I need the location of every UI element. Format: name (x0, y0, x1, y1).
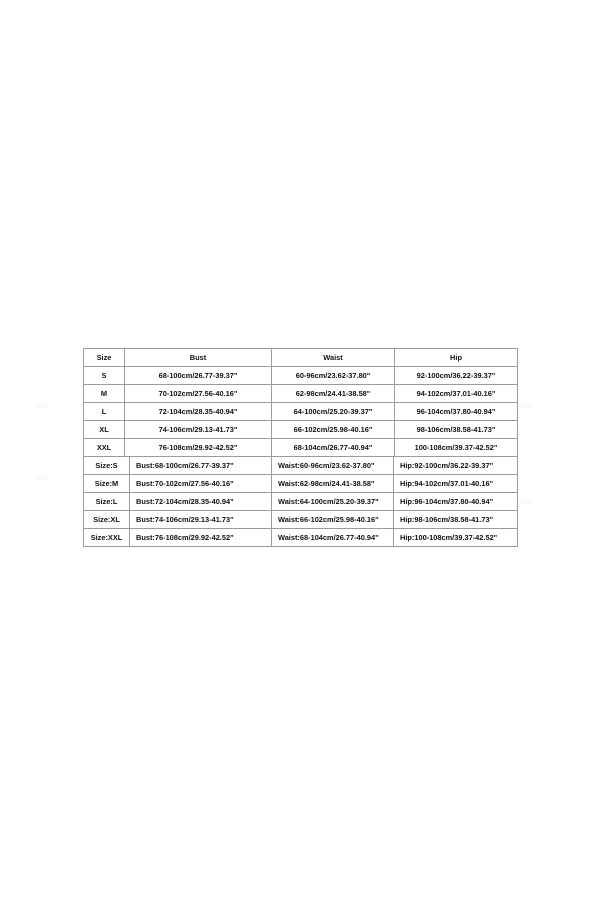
cell-waist-label: Waist:66-102cm/25.98-40.16" (272, 511, 394, 529)
watermark-mark: mz (36, 472, 49, 482)
cell-waist-label: Waist:60-96cm/23.62-37.80" (272, 457, 394, 475)
cell-hip: 92-100cm/36.22-39.37" (395, 367, 518, 385)
size-list-table (83, 456, 518, 547)
cell-hip: 94-102cm/37.01-40.16" (395, 385, 518, 403)
cell-waist-label: Waist:62-98cm/24.41-38.58" (272, 475, 394, 493)
cell-waist: 64-100cm/25.20-39.37" (272, 403, 395, 421)
cell-hip: 100-108cm/39.37-42.52" (395, 439, 518, 457)
cell-size: S (84, 367, 125, 385)
cell-bust-label: Bust:74-106cm/29.13-41.73" (130, 511, 272, 529)
size-chart-table (83, 348, 518, 457)
list-item (84, 511, 518, 529)
cell-hip-label: Hip:100-108cm/39.37-42.52" (394, 529, 518, 547)
column-header-bust: Bust (125, 349, 272, 367)
cell-bust: 72-104cm/28.35-40.94" (125, 403, 272, 421)
cell-size: XXL (84, 439, 125, 457)
cell-hip-label: Hip:94-102cm/37.01-40.16" (394, 475, 518, 493)
cell-bust: 76-108cm/29.92-42.52" (125, 439, 272, 457)
cell-size-label: Size:L (84, 493, 130, 511)
cell-bust-label: Bust:76-108cm/29.92-42.52" (130, 529, 272, 547)
cell-bust: 70-102cm/27.56-40.16" (125, 385, 272, 403)
column-header-size: Size (84, 349, 125, 367)
cell-size: L (84, 403, 125, 421)
cell-size: M (84, 385, 125, 403)
column-header-hip: Hip (395, 349, 518, 367)
cell-waist-label: Waist:64-100cm/25.20-39.37" (272, 493, 394, 511)
cell-waist: 68-104cm/26.77-40.94" (272, 439, 395, 457)
table-row (84, 439, 518, 457)
list-item (84, 493, 518, 511)
list-item (84, 475, 518, 493)
cell-waist: 66-102cm/25.98-40.16" (272, 421, 395, 439)
cell-bust-label: Bust:68-100cm/26.77-39.37" (130, 457, 272, 475)
watermark-mark: mz (36, 400, 49, 410)
cell-hip-label: Hip:98-106cm/38.58-41.73" (394, 511, 518, 529)
cell-bust: 68-100cm/26.77-39.37" (125, 367, 272, 385)
table-row (84, 385, 518, 403)
size-chart-table-block (83, 348, 517, 457)
cell-bust-label: Bust:72-104cm/28.35-40.94" (130, 493, 272, 511)
cell-hip: 98-106cm/38.58-41.73" (395, 421, 518, 439)
cell-hip-label: Hip:96-104cm/37.80-40.94" (394, 493, 518, 511)
cell-waist: 60-96cm/23.62-37.80" (272, 367, 395, 385)
watermark-mark: mz (520, 496, 533, 506)
table-header-row (84, 349, 518, 367)
size-list-table-block (83, 456, 517, 547)
cell-bust: 74-106cm/29.13-41.73" (125, 421, 272, 439)
cell-size-label: Size:S (84, 457, 130, 475)
table-row (84, 367, 518, 385)
cell-waist: 62-98cm/24.41-38.58" (272, 385, 395, 403)
cell-size-label: Size:M (84, 475, 130, 493)
cell-hip-label: Hip:92-100cm/36.22-39.37" (394, 457, 518, 475)
watermark-mark: mz (520, 400, 533, 410)
column-header-waist: Waist (272, 349, 395, 367)
cell-hip: 96-104cm/37.80-40.94" (395, 403, 518, 421)
cell-size-label: Size:XL (84, 511, 130, 529)
cell-waist-label: Waist:68-104cm/26.77-40.94" (272, 529, 394, 547)
cell-size: XL (84, 421, 125, 439)
cell-bust-label: Bust:70-102cm/27.56-40.16" (130, 475, 272, 493)
cell-size-label: Size:XXL (84, 529, 130, 547)
table-row (84, 421, 518, 439)
list-item (84, 529, 518, 547)
table-row (84, 403, 518, 421)
list-item (84, 457, 518, 475)
